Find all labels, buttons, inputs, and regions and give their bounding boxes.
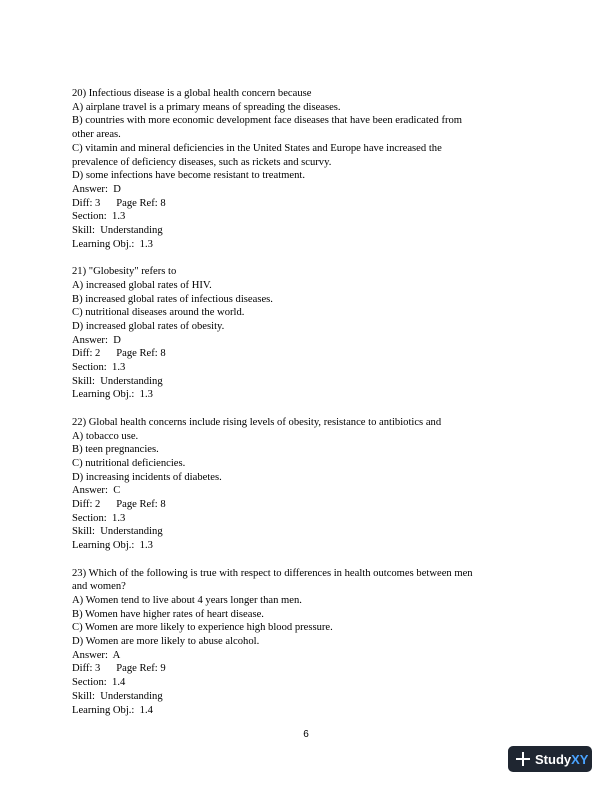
choice-a: A) increased global rates of HIV. — [72, 279, 212, 291]
question-20 — [72, 87, 540, 251]
choice-d: D) some infections have become resistant to treatment. — [72, 170, 305, 182]
choice-b-cont: other areas. — [72, 129, 121, 141]
choice-b: B) increased global rates of infectious diseases. — [72, 293, 273, 305]
answer: Answer: D — [72, 183, 121, 195]
answer: Answer: A — [72, 649, 121, 661]
learning-objective: Learning Obj.: 1.3 — [72, 389, 153, 401]
difficulty-page-ref: Diff: 3 Page Ref: 9 — [72, 663, 166, 675]
learning-objective: Learning Obj.: 1.4 — [72, 704, 153, 716]
choice-d: D) increased global rates of obesity. — [72, 320, 225, 332]
difficulty-page-ref: Diff: 3 Page Ref: 8 — [72, 197, 166, 209]
choice-c: C) nutritional deficiencies. — [72, 457, 186, 469]
question-list — [72, 87, 540, 731]
difficulty-page-ref: Diff: 2 Page Ref: 8 — [72, 348, 166, 360]
section: Section: 1.3 — [72, 362, 126, 374]
skill: Skill: Understanding — [72, 526, 163, 538]
choice-c: C) vitamin and mineral deficiencies in the United States and Europe have increased the — [72, 142, 442, 154]
choice-a: A) Women tend to live about 4 years longer than men. — [72, 594, 302, 606]
choice-d: D) increasing incidents of diabetes. — [72, 471, 222, 483]
question-stem: 22) Global health concerns include rising levels of obesity, resistance to antibiotics and — [72, 416, 442, 428]
choice-b: B) countries with more economic development face diseases that have been eradicated from — [72, 115, 463, 127]
learning-objective: Learning Obj.: 1.3 — [72, 238, 153, 250]
choice-d: D) Women are more likely to abuse alcohol. — [72, 636, 260, 648]
question-22 — [72, 416, 540, 553]
badge-text-accent: XY — [571, 751, 589, 767]
choice-b: B) teen pregnancies. — [72, 444, 159, 456]
section: Section: 1.3 — [72, 512, 126, 524]
badge-text-main: Study — [535, 751, 572, 767]
choice-c: C) Women are more likely to experience high blood pressure. — [72, 622, 333, 634]
question-23 — [72, 567, 540, 718]
page-number: 6 — [303, 729, 309, 740]
plus-icon — [516, 752, 530, 766]
choice-b: B) Women have higher rates of heart disease. — [72, 608, 264, 620]
question-stem: 23) Which of the following is true with respect to differences in health outcomes between men — [72, 567, 473, 579]
choice-a: A) airplane travel is a primary means of spreading the diseases. — [72, 101, 341, 113]
choice-c: C) nutritional diseases around the world. — [72, 307, 245, 319]
studyxy-badge[interactable] — [508, 746, 592, 772]
question-stem-cont: and women? — [72, 581, 126, 593]
question-stem: 20) Infectious disease is a global health concern because — [72, 88, 312, 99]
skill: Skill: Understanding — [72, 690, 163, 702]
difficulty-page-ref: Diff: 2 Page Ref: 8 — [72, 499, 166, 511]
answer: Answer: C — [72, 485, 121, 497]
question-stem: 21) "Globesity" refers to — [72, 266, 177, 278]
choice-c-cont: prevalence of deficiency diseases, such as rickets and scurvy. — [72, 156, 332, 168]
skill: Skill: Understanding — [72, 225, 163, 237]
choice-a: A) tobacco use. — [72, 430, 139, 442]
section: Section: 1.4 — [72, 677, 126, 689]
section: Section: 1.3 — [72, 211, 126, 223]
answer: Answer: D — [72, 334, 121, 346]
learning-objective: Learning Obj.: 1.3 — [72, 540, 153, 552]
question-21 — [72, 265, 540, 402]
skill: Skill: Understanding — [72, 375, 163, 387]
